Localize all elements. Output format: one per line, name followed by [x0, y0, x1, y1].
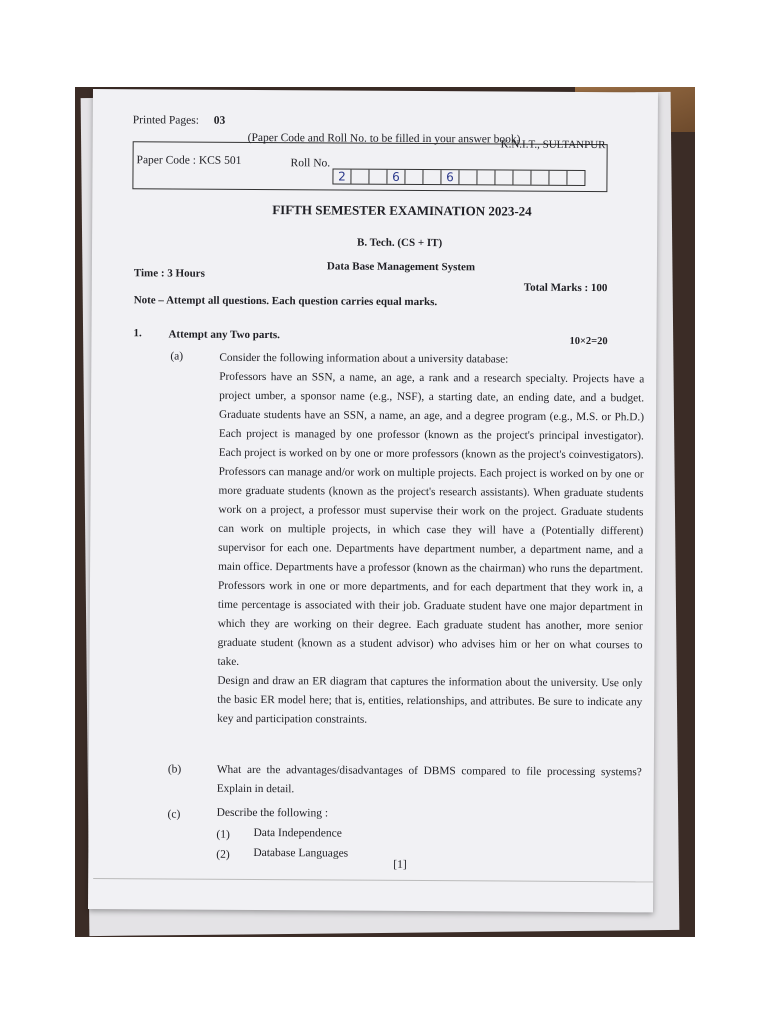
question-instruction: Attempt any Two parts.: [168, 328, 280, 342]
roll-cell: [495, 170, 513, 184]
part-c2-label: (2): [216, 848, 230, 861]
roll-label: Roll No.: [290, 157, 331, 170]
part-a-body: Professors have an SSN, a name, an age, a rank and a research specialty. Projects have a project umber, a sponsor name (e.g., NSF), a starting date, an ending date, and a budget. Graduate students have an SSN, a name, an age, and a degree program (e.g., M.S. or Ph.D.) Each project is managed by one professor (known as the project's principal investigator). Each project is worked on by one or more professors (known as the project's coinvestigators). Professors can manage and/or work on multiple projects. Each project is worked on by one or more graduate students (known as the project's research assistants). When graduate students work on a project, a professor must supervise their work on the project. Graduate students can work on multiple projects, in which case they will have a (Potentially different) supervisor for each one. Departments have department number, a department name, and a main office. Departments have a professor (known as the chairman) who runs the department. Professors work in one or more departments, and for each department that they work in, a time percentage is associated with their job. Graduate student have one major department in which they are working on their degree. Each graduate student has another, more senior graduate student (known as a student advisor) who advises him or her on what courses to take.: [217, 370, 645, 668]
exam-paper: [88, 89, 658, 912]
photo-frame: [75, 87, 695, 937]
part-a-task: Design and draw an ER diagram that captures the information about the university. Use only the basic ER model here; that is, entities, relationships, and attributes. Be sure to indicate any key and participation constraints.: [217, 674, 643, 726]
roll-cell: [513, 171, 531, 185]
roll-cell: [531, 171, 549, 185]
roll-cell: [459, 170, 477, 184]
exam-title: FIFTH SEMESTER EXAMINATION 2023-24: [272, 202, 532, 219]
roll-cell: [423, 170, 441, 184]
roll-number-boxes: [332, 168, 585, 186]
question-number: 1.: [133, 327, 142, 340]
part-b-label: (b): [167, 763, 182, 776]
roll-cell: 6: [441, 170, 459, 184]
part-c-text: Describe the following :: [216, 806, 329, 820]
roll-cell: [369, 170, 387, 184]
part-a-label: (a): [170, 350, 184, 363]
roll-cell: [405, 170, 423, 184]
part-b-text: What are the advantages/disadvantages of DBMS compared to file processing systems? Explain in detail.: [216, 763, 642, 796]
part-c1-text: Data Independence: [253, 826, 342, 840]
printed-pages-label: Printed Pages:: [132, 114, 199, 127]
subject-name: Data Base Management System: [326, 260, 476, 274]
part-c-label: (c): [167, 808, 181, 821]
roll-cell: 6: [387, 170, 405, 184]
part-c2-text: Database Languages: [253, 846, 349, 860]
roll-cell: [477, 170, 495, 184]
institute-name: K.N.I.T., SULTANPUR: [500, 138, 606, 152]
page-number: [1]: [393, 858, 407, 871]
course-name: B. Tech. (CS + IT): [357, 236, 443, 250]
fill-instruction: (Paper Code and Roll No. to be filled in your answer book): [247, 131, 521, 146]
roll-cell: [549, 171, 567, 185]
roll-cell: 2: [333, 169, 351, 183]
part-c1-label: (1): [216, 828, 230, 841]
sheet-edge-line: [93, 878, 653, 882]
printed-pages-value: 03: [213, 114, 226, 127]
part-a-intro: Consider the following information about a university database:: [219, 351, 509, 366]
roll-cell: [351, 170, 369, 184]
paper-code: Paper Code : KCS 501: [136, 154, 242, 167]
exam-time: Time : 3 Hours: [133, 267, 205, 280]
exam-note: Note – Attempt all questions. Each question carries equal marks.: [133, 294, 438, 309]
part-a-text: [217, 349, 644, 732]
roll-cell: [567, 171, 584, 185]
question-marks: 10×2=20: [569, 335, 608, 348]
total-marks: Total Marks : 100: [523, 281, 608, 295]
printed-pages: [133, 114, 226, 127]
